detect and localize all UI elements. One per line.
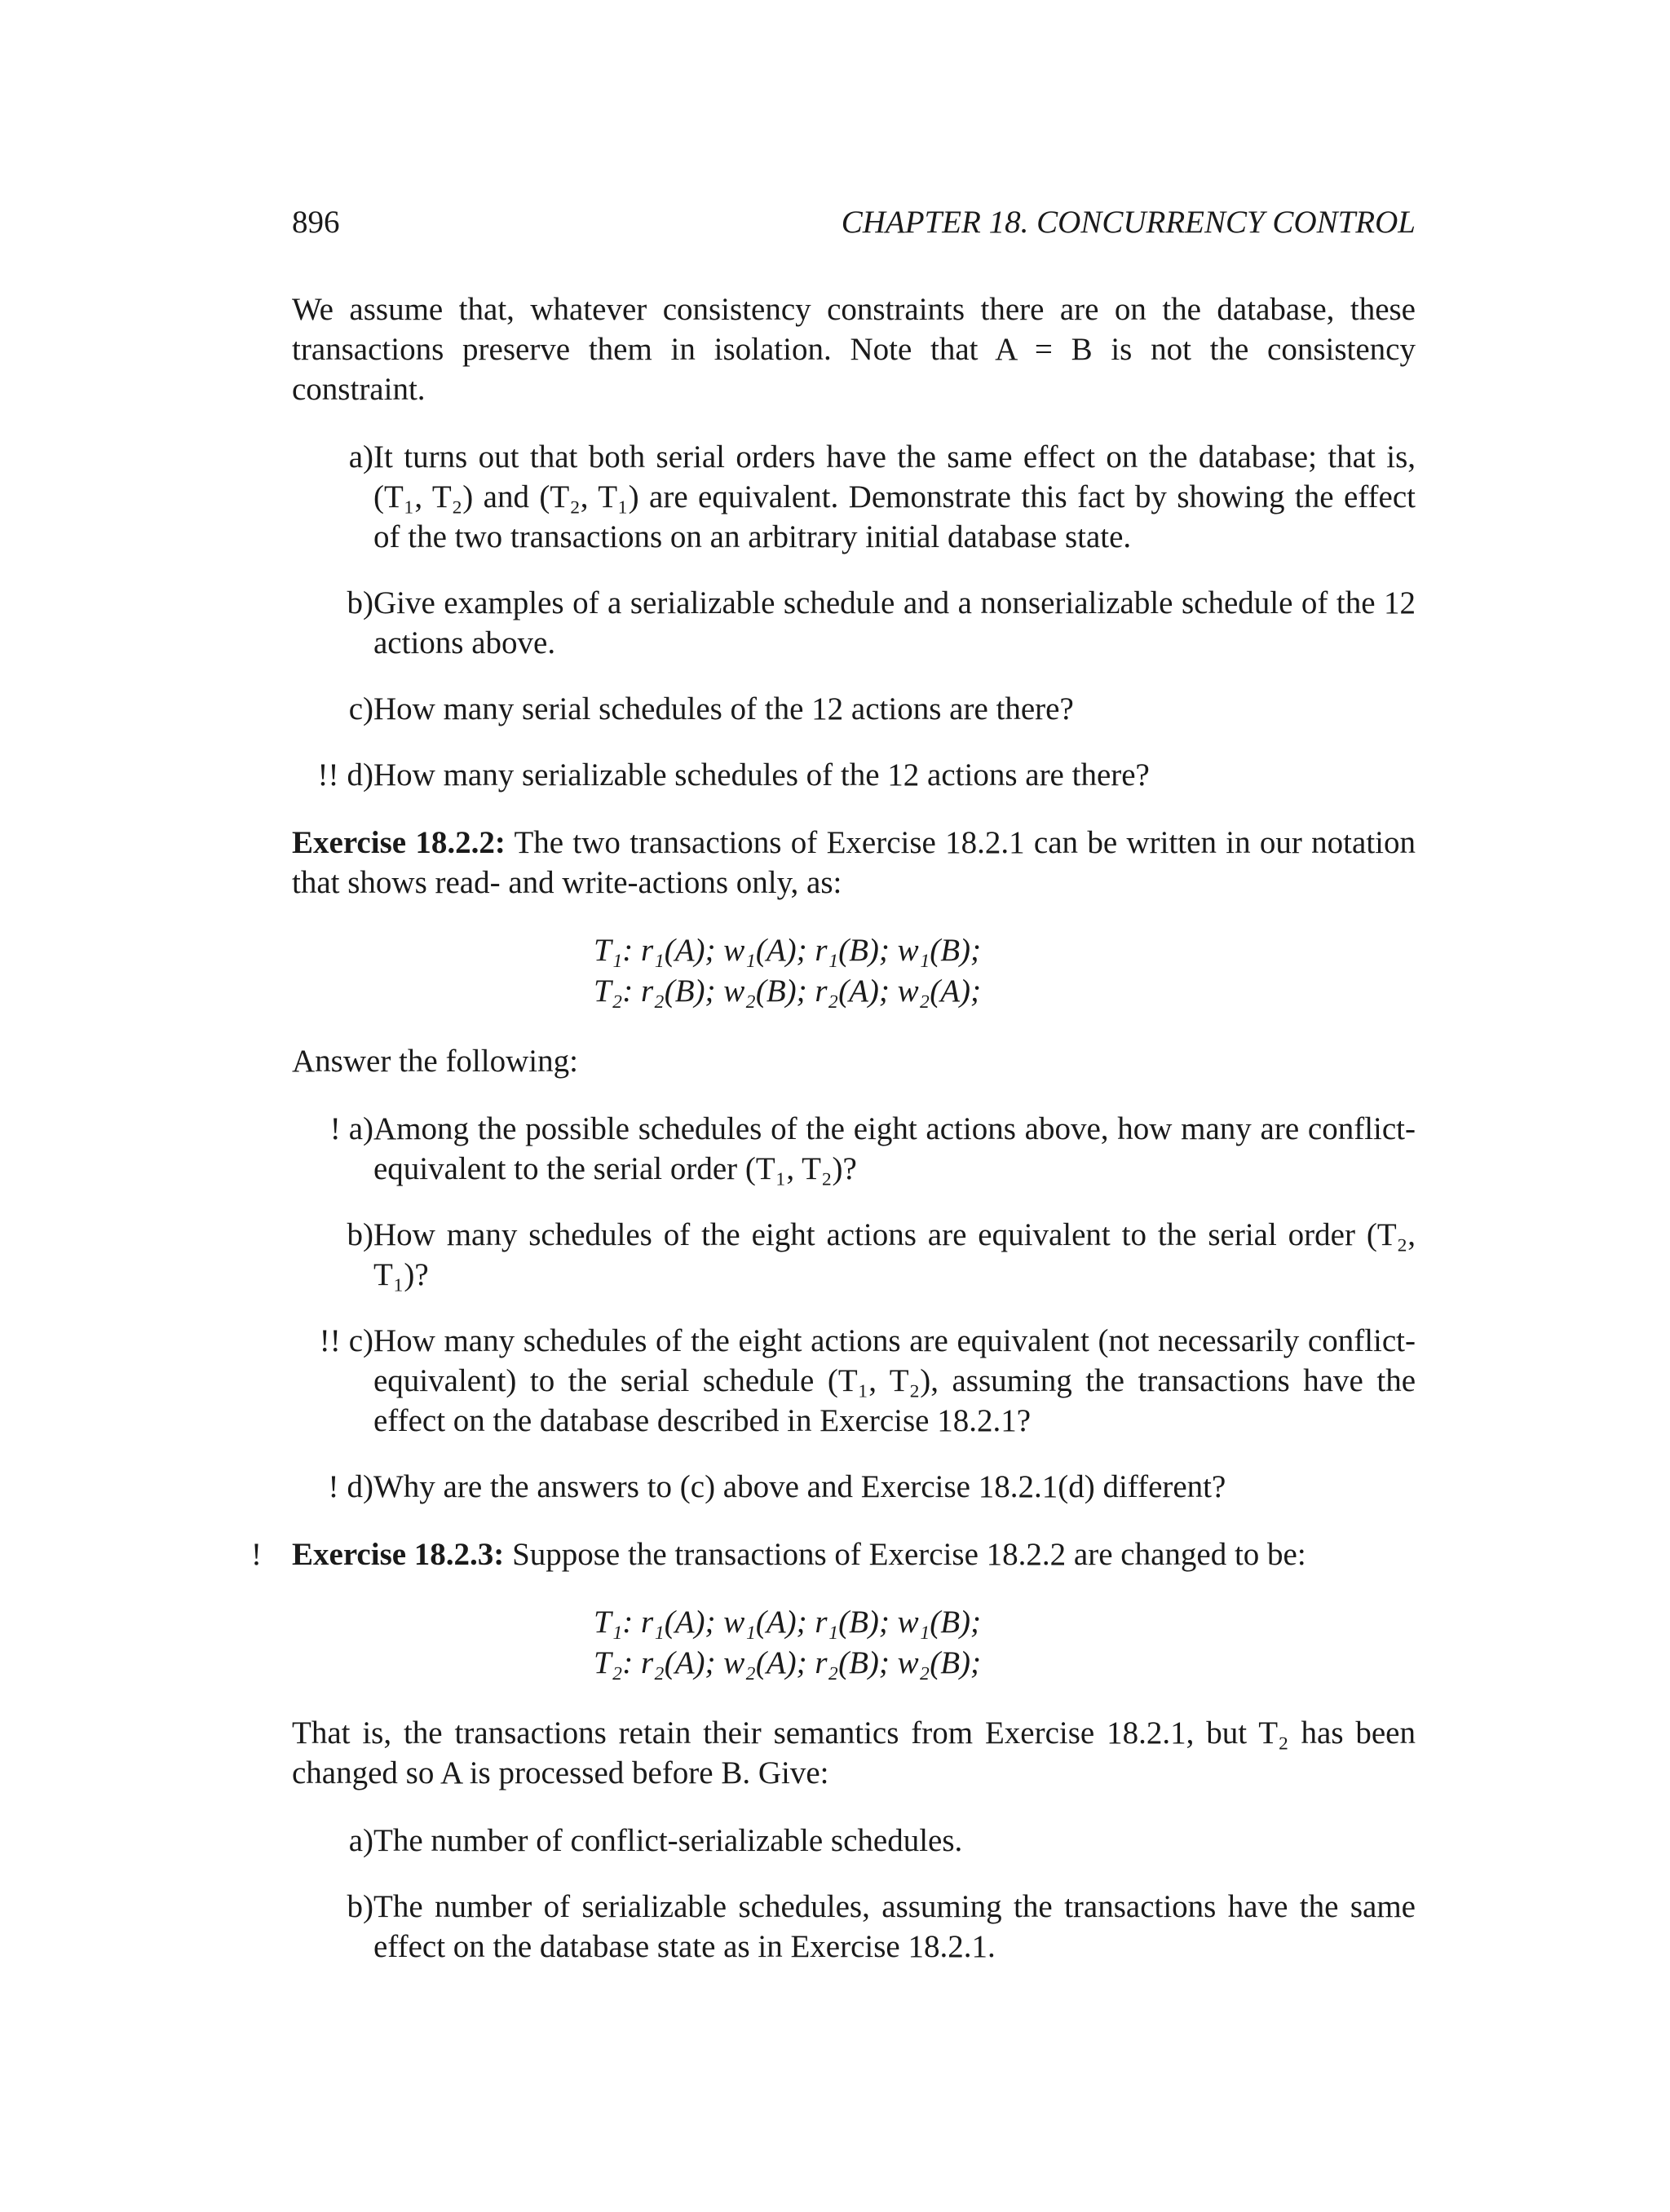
part-label: b)	[347, 585, 373, 620]
ex2-part-list	[292, 1109, 1416, 1507]
part-label: c)	[348, 691, 373, 726]
part-marker	[320, 1321, 373, 1361]
exercise-label: Exercise 18.2.3:	[292, 1537, 505, 1572]
part-marker	[339, 583, 374, 623]
transaction-line-t1: T₁: r₁(A); w₁(A); r₁(B); w₁(B);	[594, 1605, 981, 1640]
part-label: a)	[348, 1111, 373, 1146]
page-header	[292, 204, 1416, 253]
difficulty-mark: !	[328, 1469, 339, 1504]
part-text: How many schedules of the eight actions are equivalent (not necessarily conflict-equivalent) to the serial schedule (T₁, T₂), assuming the transactions have the effect on the database described in Exercise 18.2.1?	[373, 1323, 1416, 1438]
ex3-part-b	[292, 1887, 1416, 1967]
part-text: How many schedules of the eight actions are equivalent to the serial order (T₂, T₁)?	[373, 1217, 1416, 1292]
part-text: The number of conflict-serializable schedules.	[373, 1823, 963, 1858]
transaction-line-t1: T₁: r₁(A); w₁(A); r₁(B); w₁(B);	[594, 933, 981, 968]
part-marker	[318, 755, 373, 795]
ex1-part-a	[292, 437, 1416, 557]
ex3-part-list	[292, 1821, 1416, 1967]
part-text: It turns out that both serial orders have the same effect on the database; that is, (T₁, T₂) and (T₂, T₁) are equivalent. Demonstrate this fact by showing the effect of the two transactions on an arbitrary initial database state.	[373, 439, 1416, 554]
ex1-part-d	[292, 755, 1416, 795]
answer-prompt: Answer the following:	[292, 1044, 578, 1079]
part-text: How many serializable schedules of the 12 actions are there?	[373, 757, 1150, 793]
ex1-part-list	[292, 437, 1416, 795]
part-marker	[329, 1467, 374, 1507]
difficulty-mark: !	[329, 1111, 341, 1146]
difficulty-mark: !	[251, 1537, 262, 1572]
part-label: a)	[348, 439, 373, 475]
transaction-line-t2: T₂: r₂(A); w₂(A); r₂(B); w₂(B);	[594, 1645, 981, 1680]
part-text: Give examples of a serializable schedule and a nonserializable schedule of the 12 actions above.	[373, 585, 1416, 660]
exercise-label: Exercise 18.2.2:	[292, 825, 506, 860]
part-label: b)	[347, 1889, 373, 1924]
transaction-line-t2: T₂: r₂(B); w₂(B); r₂(A); w₂(A);	[594, 974, 981, 1009]
ex2-part-d	[292, 1467, 1416, 1507]
part-label: c)	[348, 1323, 373, 1358]
part-marker	[341, 437, 373, 477]
part-marker	[341, 689, 373, 729]
page-body	[251, 289, 1416, 1994]
part-marker	[339, 1887, 374, 1927]
exercise-text: The two transactions of Exercise 18.2.1 can be written in our notation that shows read- and write-actions only, as:	[292, 825, 1416, 900]
intro-paragraph: We assume that, whatever consistency constraints there are on the database, these transactions preserve them in isolation. Note that A = B is not the consistency constraint.	[292, 292, 1416, 407]
part-marker	[330, 1109, 373, 1149]
ex2-part-a	[292, 1109, 1416, 1189]
difficulty-mark: !!	[317, 757, 339, 793]
ex1-part-c	[292, 689, 1416, 729]
part-marker	[341, 1821, 373, 1861]
ex2-part-c	[292, 1321, 1416, 1441]
ex3-paragraph: That is, the transactions retain their semantics from Exercise 18.2.1, but T₂ has been changed so A is processed before B. Give:	[292, 1715, 1416, 1790]
part-marker	[339, 1215, 374, 1255]
running-title: CHAPTER 18. CONCURRENCY CONTROL	[841, 205, 1416, 240]
ex1-part-b	[292, 583, 1416, 663]
page-number: 896	[292, 205, 340, 240]
part-text: Why are the answers to (c) above and Exercise 18.2.1(d) different?	[373, 1469, 1226, 1504]
part-label: d)	[347, 757, 373, 793]
part-text: How many serial schedules of the 12 actions are there?	[373, 691, 1074, 726]
part-label: b)	[347, 1217, 373, 1252]
part-text: Among the possible schedules of the eight actions above, how many are conflict-equivalent to the serial order (T₁, T₂)?	[373, 1111, 1416, 1186]
exercise-18-2-2	[292, 823, 1416, 903]
part-text: The number of serializable schedules, assuming the transactions have the same effect on the database state as in Exercise 18.2.1.	[373, 1889, 1416, 1964]
part-label: a)	[348, 1823, 373, 1858]
ex3-part-a	[292, 1821, 1416, 1861]
ex2-transactions	[292, 930, 1416, 1012]
exercise-18-2-3	[251, 1534, 1416, 1574]
ex3-transactions	[292, 1602, 1416, 1684]
ex2-part-b	[292, 1215, 1416, 1295]
exercise-text: Suppose the transactions of Exercise 18.2.2 are changed to be:	[512, 1537, 1306, 1572]
difficulty-mark: !!	[319, 1323, 341, 1358]
part-label: d)	[347, 1469, 373, 1504]
